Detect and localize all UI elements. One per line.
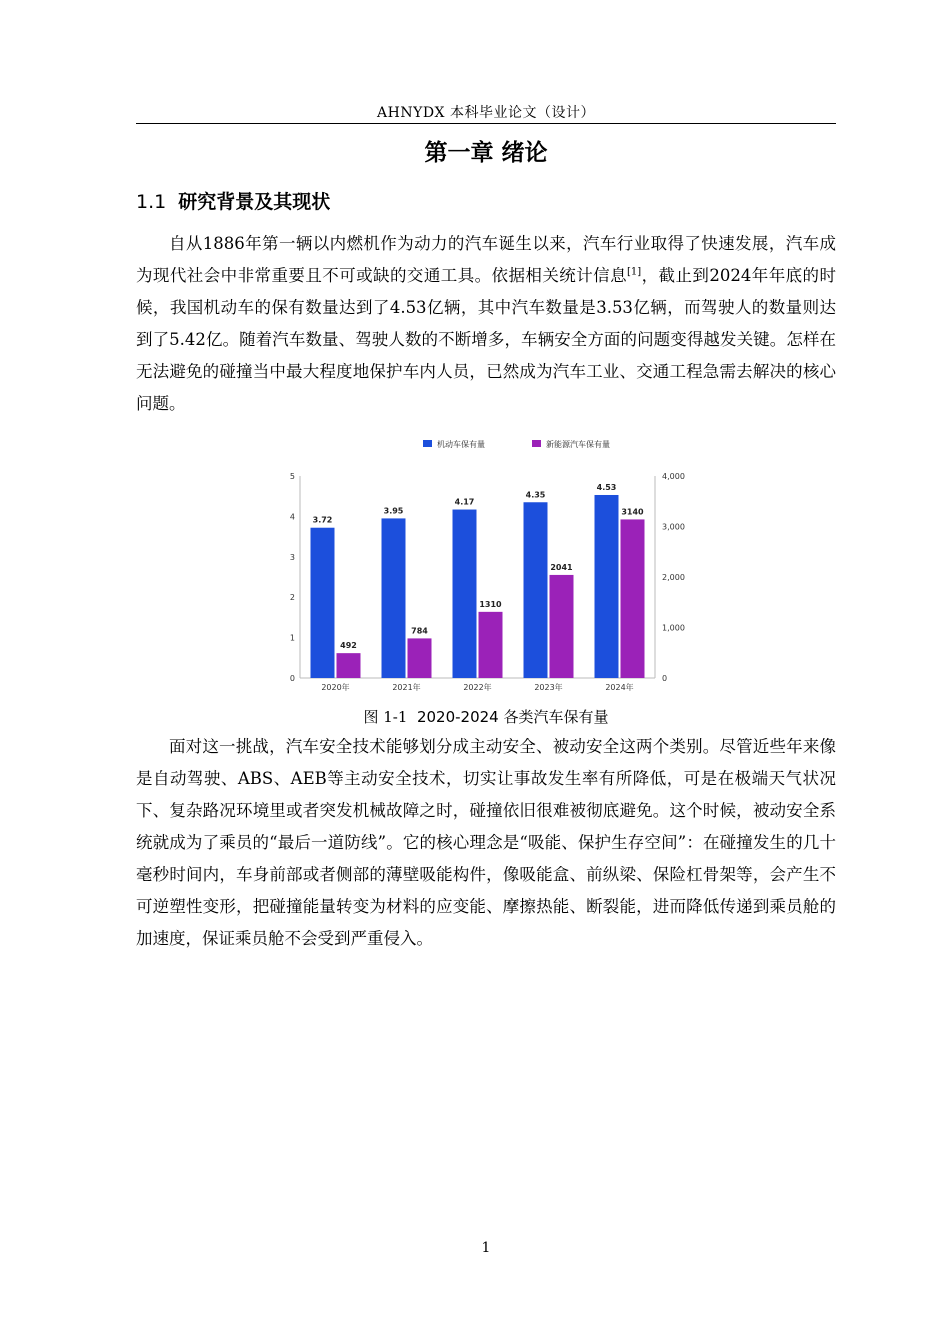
left-tick-label: 4: [289, 512, 295, 522]
bar-chart: [285, 432, 685, 696]
figure-chart: [285, 432, 685, 696]
data-label-new-energy-vehicles: 492: [340, 641, 357, 651]
data-label-new-energy-vehicles: 784: [411, 626, 428, 636]
data-label-motor-vehicles: 4.17: [454, 497, 475, 507]
right-tick-label: 2,000: [662, 573, 685, 582]
legend-swatch: [423, 440, 432, 447]
bar-new-energy-vehicles: [550, 575, 574, 678]
data-label-motor-vehicles: 3.72: [312, 515, 333, 525]
bar-motor-vehicles: [524, 502, 548, 678]
right-tick-label: 4,000: [662, 472, 685, 481]
paragraph-1-text-a: 自从1886年第一辆以内燃机作为动力的汽车诞生以来，汽车行业取得了快速发展，汽车成为现代社会中非常重要且不可或缺的交通工具。依据相关统计信息: [136, 234, 836, 285]
right-tick-label: 1,000: [662, 623, 685, 633]
bar-new-energy-vehicles: [621, 519, 645, 678]
paragraph-1-text-b: ，截止到2024年年底的时候，我国机动车的保有数量达到了4.53亿辆，其中汽车数量是3.53亿辆，而驾驶人的数量则达到了5.42亿。随着汽车数量、驾驶人数的不断增多，车辆安全方面的问题变得越发关键。怎样在无法避免的碰撞当中最大程度地保护车内人员，已然成为汽车工业、交通工程急需去解决的核心问题。: [136, 266, 836, 413]
bar-motor-vehicles: [382, 518, 406, 678]
x-tick-label: 2021年: [392, 683, 421, 692]
data-label-motor-vehicles: 3.95: [383, 506, 404, 516]
data-label-new-energy-vehicles: 2041: [550, 562, 573, 572]
left-tick-label: 3: [289, 552, 295, 562]
x-tick-label: 2023年: [534, 683, 563, 692]
bar-motor-vehicles: [595, 495, 619, 678]
data-label-new-energy-vehicles: 3140: [621, 507, 644, 517]
citation-ref[interactable]: [1]: [627, 266, 642, 278]
x-tick-label: 2020年: [321, 683, 350, 692]
bar-new-energy-vehicles: [479, 612, 503, 678]
bar-motor-vehicles: [453, 510, 477, 678]
left-tick-label: 5: [289, 472, 295, 481]
left-tick-label: 0: [289, 674, 295, 683]
right-tick-label: 0: [662, 674, 668, 683]
bar-motor-vehicles: [311, 528, 335, 678]
x-tick-label: 2024年: [605, 683, 634, 692]
right-tick-label: 3,000: [662, 522, 685, 532]
bar-new-energy-vehicles: [337, 653, 361, 678]
section-title: 研究背景及其现状: [178, 191, 331, 213]
left-tick-label: 2: [289, 593, 295, 603]
page-number: 1: [481, 1240, 491, 1256]
legend-swatch: [532, 440, 541, 447]
data-label-motor-vehicles: 4.35: [525, 490, 546, 500]
legend-label: 机动车保有量: [437, 440, 485, 449]
header-rule: [136, 123, 836, 124]
running-header: AHNYDX 本科毕业论文（设计）: [377, 105, 595, 121]
figure-label: 图 1-1: [363, 708, 408, 726]
legend-label: 新能源汽车保有量: [546, 440, 610, 449]
data-label-new-energy-vehicles: 1310: [479, 599, 502, 609]
paragraph-1: [136, 228, 836, 420]
section-number: 1.1: [136, 191, 167, 213]
figure-title: 2020-2024 各类汽车保有量: [416, 708, 609, 726]
paragraph-2: 面对这一挑战，汽车安全技术能够划分成主动安全、被动安全这两个类别。尽管近些年来像是自动驾驶、ABS、AEB等主动安全技术，切实让事故发生率有所降低，可是在极端天气状况下、复杂路况环境里或者突发机械故障之时，碰撞依旧很难被彻底避免。这个时候，被动安全系统就成为了乘员的“最后一道防线”。它的核心理念是“吸能、保护生存空间”：在碰撞发生的几十毫秒时间内，车身前部或者侧部的薄壁吸能构件，像吸能盒、前纵梁、保险杠骨架等，会产生不可逆塑性变形，把碰撞能量转变为材料的应变能、摩擦热能、断裂能，进而降低传递到乘员舱的加速度，保证乘员舱不会受到严重侵入。: [136, 737, 836, 948]
figure-caption: [136, 706, 836, 728]
bar-new-energy-vehicles: [408, 638, 432, 678]
x-tick-label: 2022年: [463, 683, 492, 692]
chapter-title: 第一章 绪论: [424, 140, 548, 166]
section-heading: [136, 187, 330, 217]
left-tick-label: 1: [289, 633, 295, 643]
data-label-motor-vehicles: 4.53: [596, 482, 617, 492]
